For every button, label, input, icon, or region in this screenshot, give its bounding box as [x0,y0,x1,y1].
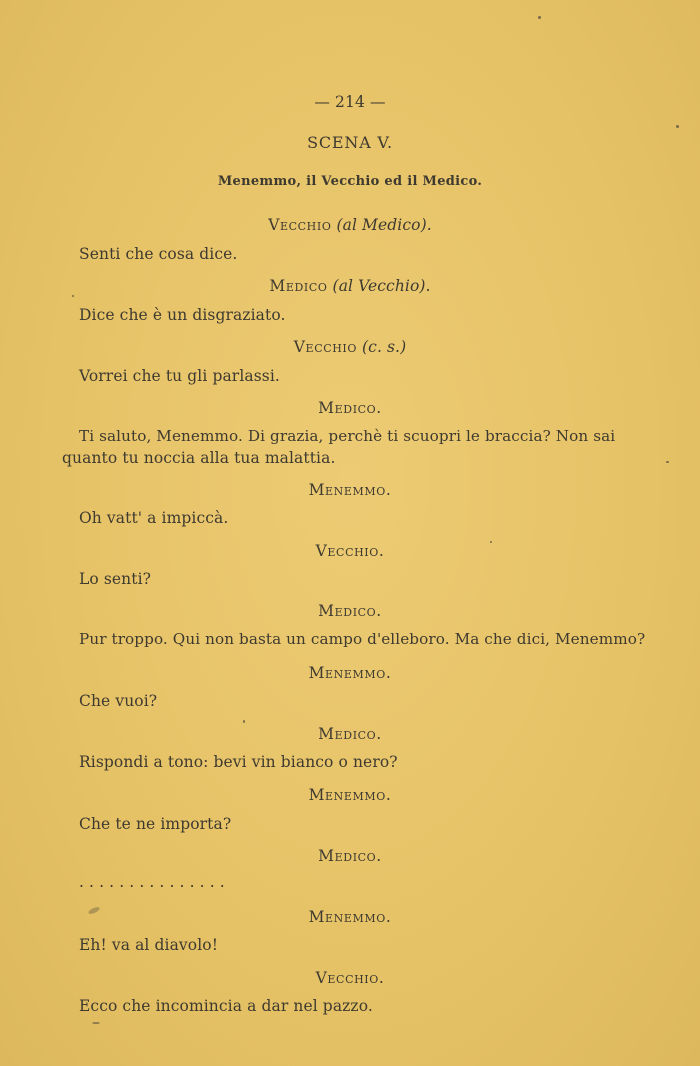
paper-speck [666,461,669,463]
dialogue-line: Vorrei che tu gli parlassi. [79,367,280,385]
speaker-heading: Vecchio. [315,542,385,560]
paper-speck [72,295,74,297]
dialogue-line: Rispondi a tono: bevi vin bianco o nero? [79,753,398,771]
speaker-heading: Menemmo. [308,786,392,804]
dialogue-line: Oh vatt' a impiccà. [79,509,229,527]
speaker-heading: Medico. [318,847,382,865]
dialogue-line: Che vuoi? [79,692,158,710]
speaker-heading: Menemmo. [308,908,392,926]
stage-direction: (c. s.) [362,338,407,356]
dialogue-line: Eh! va al diavolo! [79,936,219,954]
speaker-name: Medico [269,277,328,295]
paper-speck [538,16,541,19]
dialogue-line: quanto tu noccia alla tua malattia. [62,449,336,467]
page-number: — 214 — [314,93,386,111]
speaker-heading: Medico. [318,602,382,620]
stage-direction: (al Vecchio). [332,277,431,295]
speaker-heading: Vecchio. [315,969,385,987]
paper-speck [490,541,492,543]
speaker-heading [0,337,700,357]
paper-speck [243,720,245,723]
stage-direction: (al Medico). [336,216,432,234]
ellipsis-line: . . . . . . . . . . . . . . . [79,873,225,891]
speaker-heading: Menemmo. [308,481,392,499]
dialogue-line: Ti saluto, Menemmo. Di grazia, perchè ti scuopri le braccia? Non sai [79,427,616,445]
dialogue-line: Ecco che incomincia a dar nel pazzo. [79,997,373,1015]
paper-speck [676,125,679,128]
speaker-heading: Menemmo. [308,664,392,682]
speaker-heading: Medico. [318,399,382,417]
dialogue-line: Che te ne importa? [79,815,232,833]
speaker-heading [0,215,700,235]
dialogue-line: Senti che cosa dice. [79,245,238,263]
speaker-heading: Medico. [318,725,382,743]
speaker-name: Vecchio [268,216,332,234]
paper-speck [92,1022,100,1024]
speaker-name: Vecchio [293,338,357,356]
characters-line: Menemmo, il Vecchio ed il Medico. [217,174,483,189]
scene-title: SCENA V. [307,133,393,152]
dialogue-line: Dice che è un disgraziato. [79,306,286,324]
dialogue-line: Lo senti? [79,570,152,588]
speaker-heading [0,276,700,296]
dialogue-line: Pur troppo. Qui non basta un campo d'elleboro. Ma che dici, Menemmo? [79,630,646,648]
